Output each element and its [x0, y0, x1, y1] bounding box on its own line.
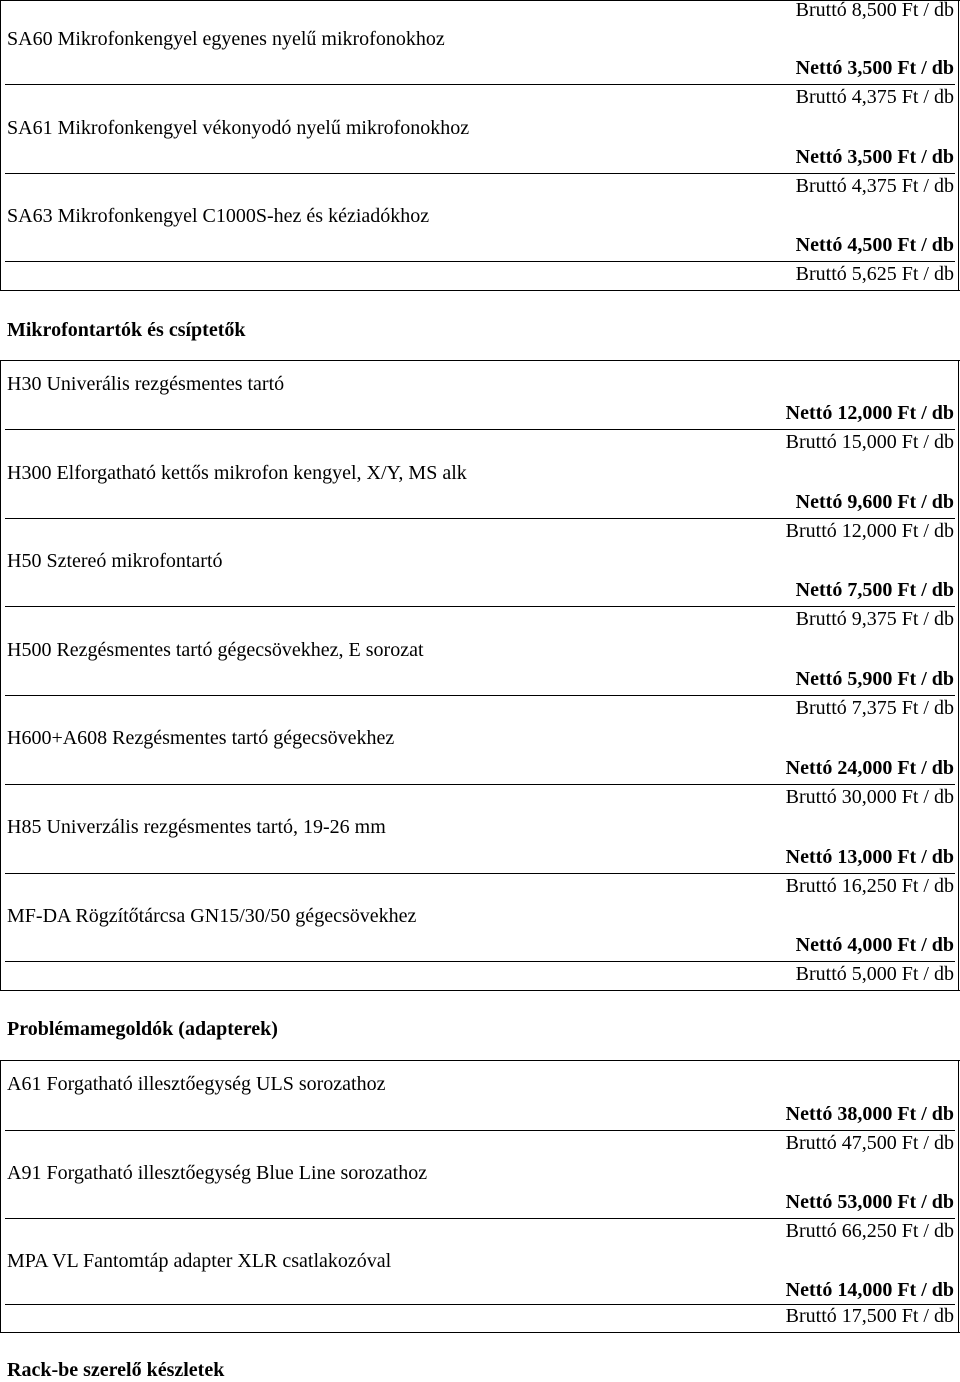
price-brutto: Bruttó 47,500 Ft / db: [785, 1132, 954, 1154]
table-border: [958, 1060, 959, 1332]
table-border: [958, 360, 959, 990]
row-divider: [5, 429, 955, 430]
price-netto: Nettó 4,500 Ft / db: [795, 234, 954, 256]
price-netto: Nettó 3,500 Ft / db: [795, 57, 954, 79]
row-divider: [5, 1304, 955, 1305]
product-name: A61 Forgatható illesztőegység ULS sorozathoz: [7, 1073, 386, 1095]
table-border: [958, 0, 959, 290]
price-brutto: Bruttó 7,375 Ft / db: [795, 697, 954, 719]
table-border: [0, 360, 960, 361]
price-brutto: Bruttó 12,000 Ft / db: [785, 520, 954, 542]
table-border: [0, 360, 1, 990]
product-name: A91 Forgatható illesztőegység Blue Line sorozathoz: [7, 1162, 428, 1184]
product-name: H30 Univerális rezgésmentes tartó: [7, 373, 285, 395]
price-netto: Nettó 4,000 Ft / db: [795, 934, 954, 956]
price-brutto: Bruttó 16,250 Ft / db: [785, 875, 954, 897]
row-divider: [5, 1218, 955, 1219]
row-divider: [5, 84, 955, 85]
price-brutto: Bruttó 30,000 Ft / db: [785, 786, 954, 808]
table-border: [0, 290, 960, 291]
row-divider: [5, 784, 955, 785]
price-netto: Nettó 13,000 Ft / db: [785, 846, 954, 868]
product-name: H500 Rezgésmentes tartó gégecsövekhez, E sorozat: [7, 639, 424, 661]
table-border: [0, 0, 1, 290]
price-netto: Nettó 12,000 Ft / db: [785, 402, 954, 424]
row-divider: [5, 261, 955, 262]
section-title: Rack-be szerelő készletek: [7, 1359, 225, 1381]
price-brutto: Bruttó 8,500 Ft / db: [795, 0, 954, 21]
table-border: [0, 990, 960, 991]
product-name: MF-DA Rögzítőtárcsa GN15/30/50 gégecsövekhez: [7, 905, 417, 927]
price-netto: Nettó 38,000 Ft / db: [785, 1103, 954, 1125]
price-brutto: Bruttó 17,500 Ft / db: [785, 1305, 954, 1327]
price-netto: Nettó 14,000 Ft / db: [785, 1279, 954, 1301]
product-name: SA60 Mikrofonkengyel egyenes nyelű mikrofonokhoz: [7, 28, 445, 50]
table-border: [0, 1332, 960, 1333]
table-border: [0, 1060, 960, 1061]
section-title: Problémamegoldók (adapterek): [7, 1018, 278, 1040]
product-name: SA63 Mikrofonkengyel C1000S-hez és kéziadókhoz: [7, 205, 430, 227]
row-divider: [5, 873, 955, 874]
section-title: Mikrofontartók és csíptetők: [7, 319, 246, 341]
price-brutto: Bruttó 9,375 Ft / db: [795, 608, 954, 630]
product-name: SA61 Mikrofonkengyel vékonyodó nyelű mikrofonokhoz: [7, 117, 470, 139]
price-netto: Nettó 7,500 Ft / db: [795, 579, 954, 601]
table-border: [0, 1060, 1, 1332]
price-netto: Nettó 9,600 Ft / db: [795, 491, 954, 513]
row-divider: [5, 695, 955, 696]
product-name: H85 Univerzális rezgésmentes tartó, 19-26 mm: [7, 816, 386, 838]
row-divider: [5, 1130, 955, 1131]
product-name: H600+A608 Rezgésmentes tartó gégecsövekhez: [7, 727, 395, 749]
price-netto: Nettó 53,000 Ft / db: [785, 1191, 954, 1213]
row-divider: [5, 173, 955, 174]
price-netto: Nettó 24,000 Ft / db: [785, 757, 954, 779]
price-brutto: Bruttó 5,000 Ft / db: [795, 963, 954, 985]
price-brutto: Bruttó 5,625 Ft / db: [795, 263, 954, 285]
row-divider: [5, 961, 955, 962]
price-netto: Nettó 3,500 Ft / db: [795, 146, 954, 168]
row-divider: [5, 606, 955, 607]
price-brutto: Bruttó 15,000 Ft / db: [785, 431, 954, 453]
product-name: H50 Sztereó mikrofontartó: [7, 550, 223, 572]
price-brutto: Bruttó 4,375 Ft / db: [795, 86, 954, 108]
product-name: MPA VL Fantomtáp adapter XLR csatlakozóval: [7, 1250, 392, 1272]
row-divider: [5, 518, 955, 519]
product-name: H300 Elforgatható kettős mikrofon kengyel, X/Y, MS alk: [7, 462, 467, 484]
price-netto: Nettó 5,900 Ft / db: [795, 668, 954, 690]
price-brutto: Bruttó 4,375 Ft / db: [795, 175, 954, 197]
price-brutto: Bruttó 66,250 Ft / db: [785, 1220, 954, 1242]
